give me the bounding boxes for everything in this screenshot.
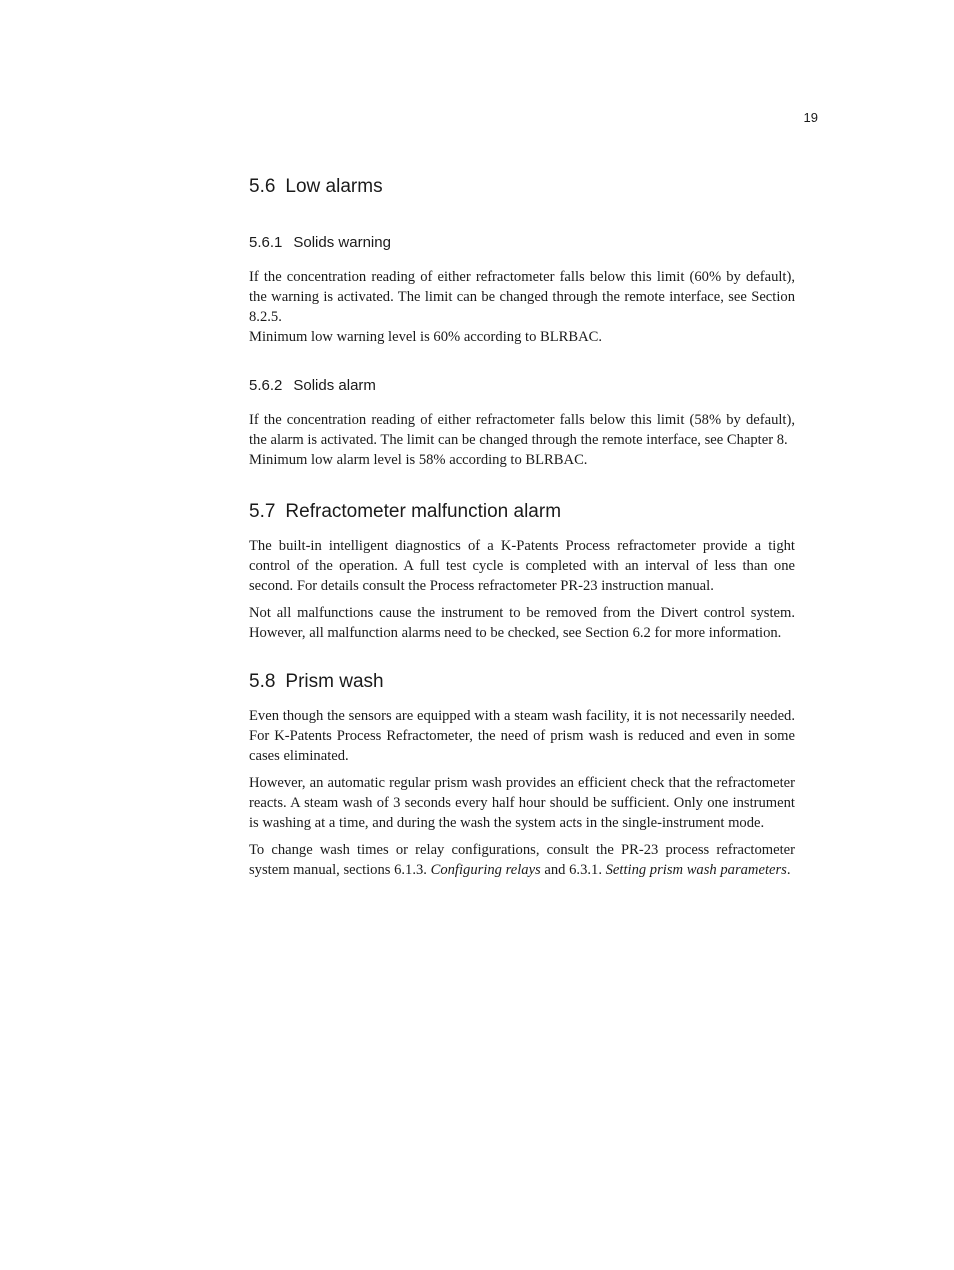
paragraph: The built-in intelligent diagnostics of a K-Patents Process refractometer provide a tight control of the operation. A full test cycle is completed with an interval of less than one second. For details consult the Process refractometer PR-23 instruction manual. (249, 538, 795, 594)
section-title: Low alarms (285, 176, 383, 197)
subsection-title: Solids warning (293, 234, 391, 251)
paragraph: Minimum low warning level is 60% according to BLRBAC. (249, 329, 603, 345)
paragraph: Not all malfunctions cause the instrument to be removed from the Divert control system. However, all malfunction alarms need to be checked, see Section 6.2 for more information. (249, 605, 795, 641)
subsection-heading-5-6-2 (249, 376, 795, 396)
page-content (249, 174, 795, 880)
page-number: 19 (803, 110, 818, 125)
section-title: Refractometer malfunction alarm (285, 501, 562, 522)
text-run: and 6.3.1. (544, 862, 602, 878)
paragraph: Even though the sensors are equipped with a steam wash facility, it is not necessarily needed. For K-Patents Process Refractometer, the need of prism wash is reduced and even in some cases eliminated. (249, 708, 795, 764)
section-title: Prism wash (285, 671, 384, 692)
text-run: . (786, 862, 791, 878)
reference-title: Configuring relays (430, 862, 541, 878)
reference-title: Setting prism wash parameters (605, 862, 787, 878)
section-number: 5.6 (249, 176, 276, 197)
section-number: 5.7 (249, 501, 276, 522)
subsection-number: 5.6.1 (249, 234, 283, 251)
section-heading-5-7 (249, 499, 795, 525)
section-heading-5-6 (249, 174, 795, 200)
paragraph-with-references (249, 840, 795, 880)
paragraph: If the concentration reading of either refractometer falls below this limit (60% by default), the warning is activated. The limit can be changed through the remote interface, see Section 8.2.5. (249, 269, 795, 325)
paragraph: However, an automatic regular prism wash provides an efficient check that the refractometer reacts. A steam wash of 3 seconds every half hour should be sufficient. Only one instrument is washing at a time, and during the wash the system acts in the single-instrument mode. (249, 775, 795, 831)
paragraph: If the concentration reading of either refractometer falls below this limit (58% by default), the alarm is activated. The limit can be changed through the remote interface, see Chapter 8. (249, 412, 795, 448)
section-number: 5.8 (249, 671, 276, 692)
paragraph: Minimum low alarm level is 58% according to BLRBAC. (249, 452, 588, 468)
section-heading-5-8 (249, 669, 795, 695)
text-run: To change wash times or relay configurations, consult the PR-23 process refractometer system manual, sections 6.1.3. (249, 842, 795, 878)
subsection-heading-5-6-1 (249, 233, 795, 253)
subsection-number: 5.6.2 (249, 377, 283, 394)
subsection-title: Solids alarm (293, 377, 376, 394)
